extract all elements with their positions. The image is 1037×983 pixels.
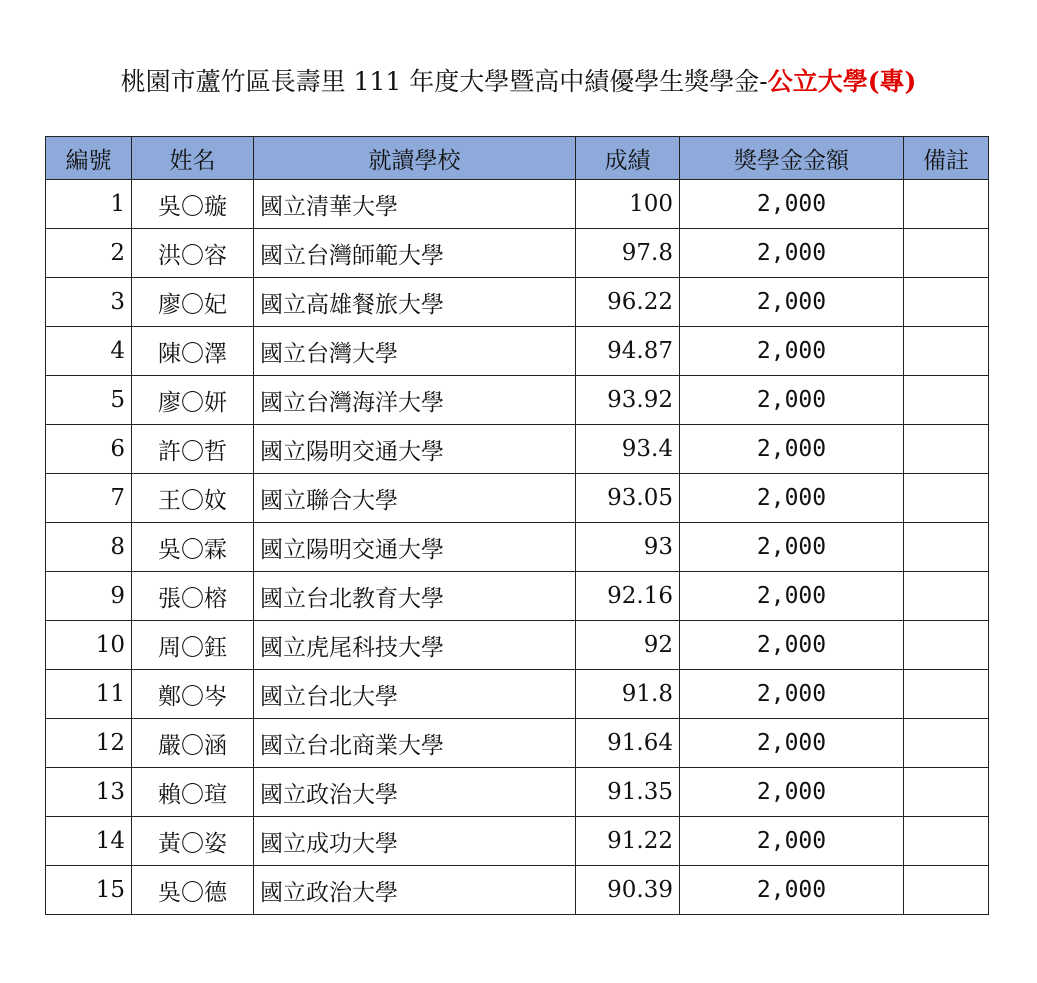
- cell-name: 吳〇璇: [132, 180, 254, 229]
- cell-no: 1: [46, 180, 132, 229]
- cell-amount: 2,000: [680, 180, 904, 229]
- cell-school: 國立台灣師範大學: [254, 229, 576, 278]
- cell-note: [904, 376, 989, 425]
- cell-name: 廖〇妃: [132, 278, 254, 327]
- table-row: [46, 376, 989, 425]
- cell-school: 國立陽明交通大學: [254, 425, 576, 474]
- cell-no: 10: [46, 621, 132, 670]
- cell-score: 93: [576, 523, 680, 572]
- header-row: [46, 137, 989, 180]
- cell-school: 國立虎尾科技大學: [254, 621, 576, 670]
- table-row: [46, 817, 989, 866]
- cell-name: 周〇鈺: [132, 621, 254, 670]
- cell-note: [904, 866, 989, 915]
- cell-note: [904, 768, 989, 817]
- cell-note: [904, 621, 989, 670]
- cell-score: 93.05: [576, 474, 680, 523]
- cell-school: 國立政治大學: [254, 866, 576, 915]
- table-row: [46, 474, 989, 523]
- cell-school: 國立聯合大學: [254, 474, 576, 523]
- table-body: [46, 180, 989, 915]
- cell-amount: 2,000: [680, 768, 904, 817]
- cell-note: [904, 719, 989, 768]
- cell-score: 91.35: [576, 768, 680, 817]
- table-row: [46, 719, 989, 768]
- cell-no: 2: [46, 229, 132, 278]
- cell-school: 國立台北教育大學: [254, 572, 576, 621]
- cell-note: [904, 474, 989, 523]
- cell-name: 陳〇澤: [132, 327, 254, 376]
- table-row: [46, 327, 989, 376]
- cell-amount: 2,000: [680, 327, 904, 376]
- title-category: 公立大學(專): [767, 67, 917, 96]
- cell-school: 國立清華大學: [254, 180, 576, 229]
- cell-score: 91.64: [576, 719, 680, 768]
- cell-no: 13: [46, 768, 132, 817]
- cell-score: 93.92: [576, 376, 680, 425]
- page-title: [0, 62, 1037, 102]
- cell-score: 92: [576, 621, 680, 670]
- cell-amount: 2,000: [680, 817, 904, 866]
- cell-score: 91.8: [576, 670, 680, 719]
- cell-name: 張〇榕: [132, 572, 254, 621]
- cell-no: 12: [46, 719, 132, 768]
- cell-score: 94.87: [576, 327, 680, 376]
- cell-name: 洪〇容: [132, 229, 254, 278]
- table-row: [46, 768, 989, 817]
- table-row: [46, 523, 989, 572]
- cell-name: 黃〇姿: [132, 817, 254, 866]
- cell-no: 14: [46, 817, 132, 866]
- cell-name: 吳〇德: [132, 866, 254, 915]
- cell-amount: 2,000: [680, 719, 904, 768]
- header-name: 姓名: [132, 137, 254, 180]
- table-row: [46, 572, 989, 621]
- header-school: 就讀學校: [254, 137, 576, 180]
- cell-amount: 2,000: [680, 572, 904, 621]
- cell-name: 鄭〇岑: [132, 670, 254, 719]
- cell-note: [904, 327, 989, 376]
- cell-score: 93.4: [576, 425, 680, 474]
- cell-name: 許〇哲: [132, 425, 254, 474]
- cell-note: [904, 229, 989, 278]
- cell-school: 國立台灣海洋大學: [254, 376, 576, 425]
- cell-note: [904, 278, 989, 327]
- cell-no: 4: [46, 327, 132, 376]
- cell-amount: 2,000: [680, 425, 904, 474]
- cell-no: 3: [46, 278, 132, 327]
- cell-name: 廖〇妍: [132, 376, 254, 425]
- scholarship-table: [45, 136, 989, 915]
- cell-school: 國立成功大學: [254, 817, 576, 866]
- cell-school: 國立陽明交通大學: [254, 523, 576, 572]
- cell-name: 王〇妏: [132, 474, 254, 523]
- cell-amount: 2,000: [680, 866, 904, 915]
- cell-note: [904, 817, 989, 866]
- cell-name: 嚴〇涵: [132, 719, 254, 768]
- cell-score: 100: [576, 180, 680, 229]
- cell-no: 15: [46, 866, 132, 915]
- cell-no: 9: [46, 572, 132, 621]
- cell-no: 6: [46, 425, 132, 474]
- table-row: [46, 278, 989, 327]
- cell-amount: 2,000: [680, 229, 904, 278]
- cell-score: 92.16: [576, 572, 680, 621]
- cell-amount: 2,000: [680, 278, 904, 327]
- cell-no: 11: [46, 670, 132, 719]
- table-row: [46, 670, 989, 719]
- cell-no: 8: [46, 523, 132, 572]
- table-row: [46, 180, 989, 229]
- title-main: 桃園市蘆竹區長壽里 111 年度大學暨高中績優學生獎學金-: [120, 67, 768, 96]
- cell-amount: 2,000: [680, 670, 904, 719]
- cell-note: [904, 523, 989, 572]
- cell-amount: 2,000: [680, 474, 904, 523]
- cell-amount: 2,000: [680, 523, 904, 572]
- cell-amount: 2,000: [680, 621, 904, 670]
- cell-school: 國立高雄餐旅大學: [254, 278, 576, 327]
- cell-note: [904, 180, 989, 229]
- cell-score: 91.22: [576, 817, 680, 866]
- table-row: [46, 425, 989, 474]
- header-note: 備註: [904, 137, 989, 180]
- cell-no: 7: [46, 474, 132, 523]
- cell-note: [904, 572, 989, 621]
- cell-school: 國立台北大學: [254, 670, 576, 719]
- cell-school: 國立台北商業大學: [254, 719, 576, 768]
- table-row: [46, 621, 989, 670]
- cell-name: 賴〇瑄: [132, 768, 254, 817]
- cell-score: 96.22: [576, 278, 680, 327]
- table-row: [46, 866, 989, 915]
- cell-score: 97.8: [576, 229, 680, 278]
- header-no: 編號: [46, 137, 132, 180]
- header-score: 成績: [576, 137, 680, 180]
- cell-name: 吳〇霖: [132, 523, 254, 572]
- cell-amount: 2,000: [680, 376, 904, 425]
- cell-note: [904, 425, 989, 474]
- table-row: [46, 229, 989, 278]
- header-amount: 獎學金金額: [680, 137, 904, 180]
- cell-school: 國立台灣大學: [254, 327, 576, 376]
- cell-no: 5: [46, 376, 132, 425]
- cell-note: [904, 670, 989, 719]
- cell-score: 90.39: [576, 866, 680, 915]
- cell-school: 國立政治大學: [254, 768, 576, 817]
